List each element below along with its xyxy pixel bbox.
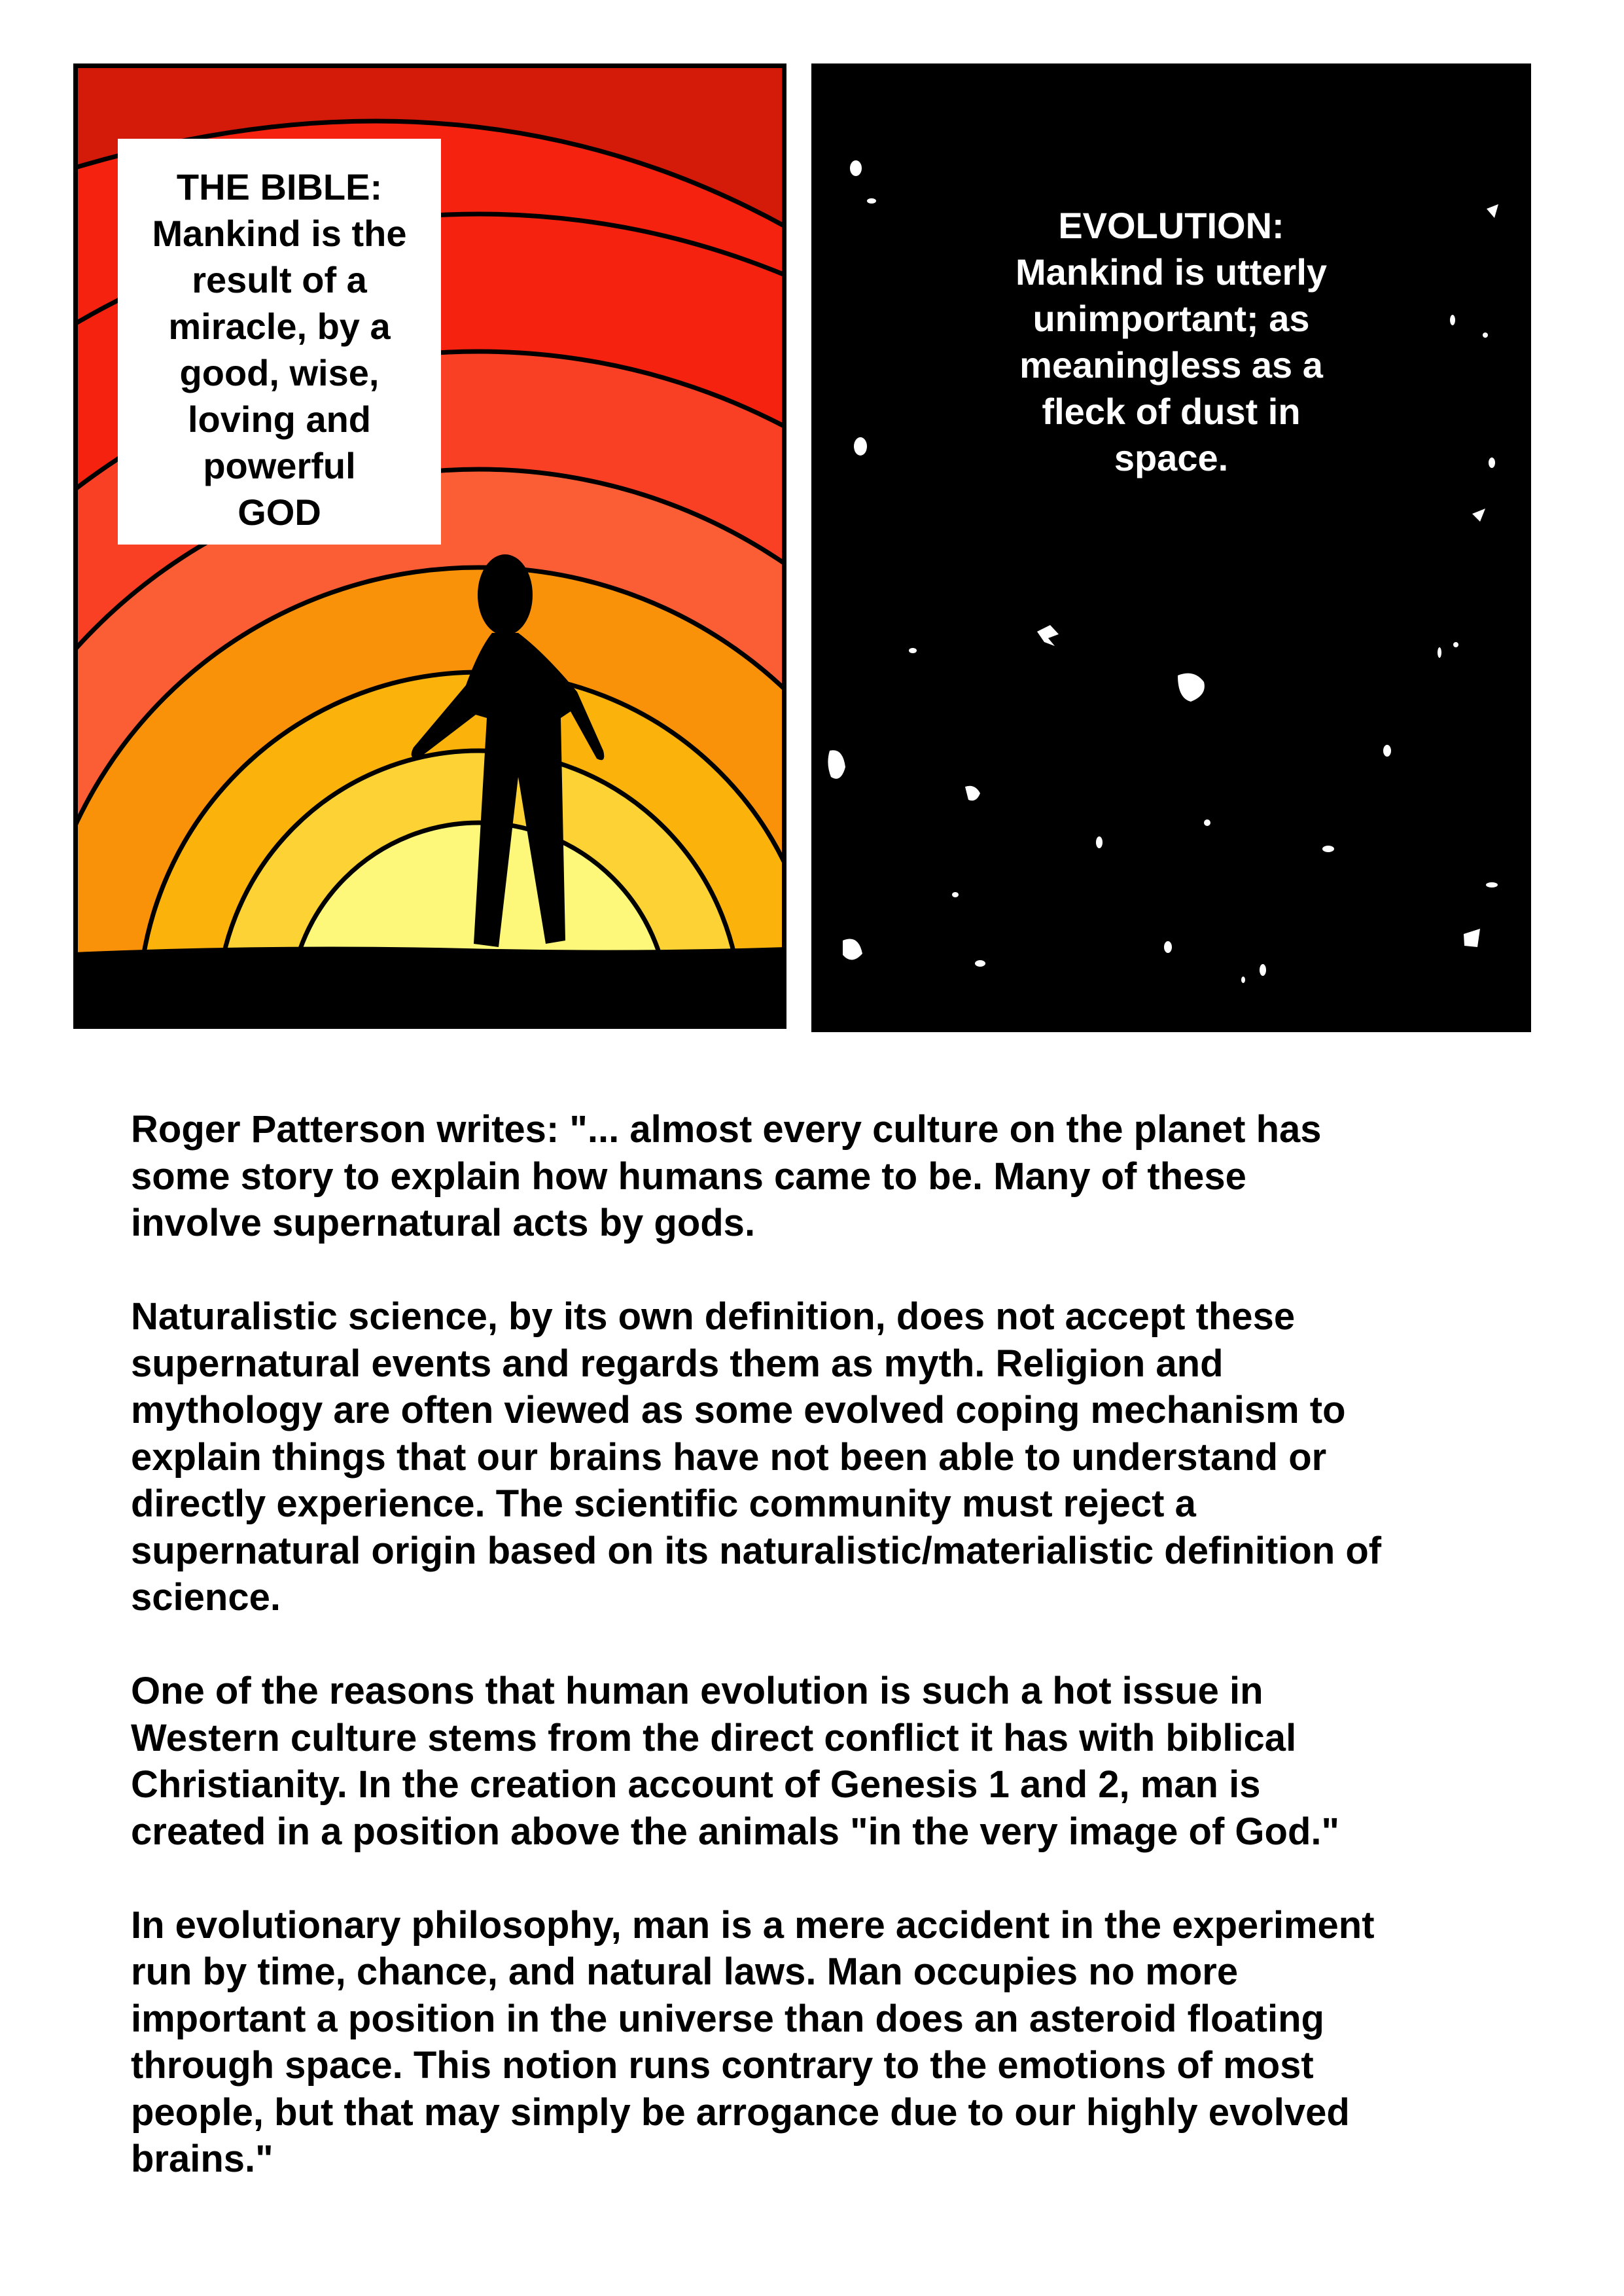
paragraph-4: In evolutionary philosophy, man is a mere accident in the experiment run by time, chance, and natural laws. Man occupies no more important a position in the universe than does an asteroid floating through space. This notion runs contrary to the emotions of most people, but that may simply be arrogance due to our highly evolved brains." [131, 1903, 1375, 2180]
body-text [131, 1106, 1538, 2229]
paragraph-3: One of the reasons that human evolution is such a hot issue in Western culture stems from the direct conflict it has with biblical Christianity. In the creation account of Genesis 1 and 2, man is created in a position above the animals "in the very image of God." [131, 1670, 1339, 1853]
evolution-panel [811, 63, 1531, 1032]
paragraph-2: Naturalistic science, by its own definition, does not accept these supernatural events and regards them as myth. Religion and mythology are often viewed as some evolved coping mechanism to explain things that our brains have not been able to understand or directly experience. The scientific community must reject a supernatural origin based on its naturalistic/materialistic definition of science. [131, 1295, 1382, 1619]
bible-caption: THE BIBLE: Mankind is the result of a miracle, by a good, wise, loving and powerful GOD [118, 139, 441, 545]
bible-panel [73, 63, 786, 1029]
paragraph-1: Roger Patterson writes: "... almost every culture on the planet has some story to explain how humans came to be. Many of these involve supernatural acts by gods. [131, 1108, 1322, 1244]
evolution-caption: EVOLUTION: Mankind is utterly unimportant; as meaningless as a fleck of dust in space. [1015, 205, 1328, 478]
